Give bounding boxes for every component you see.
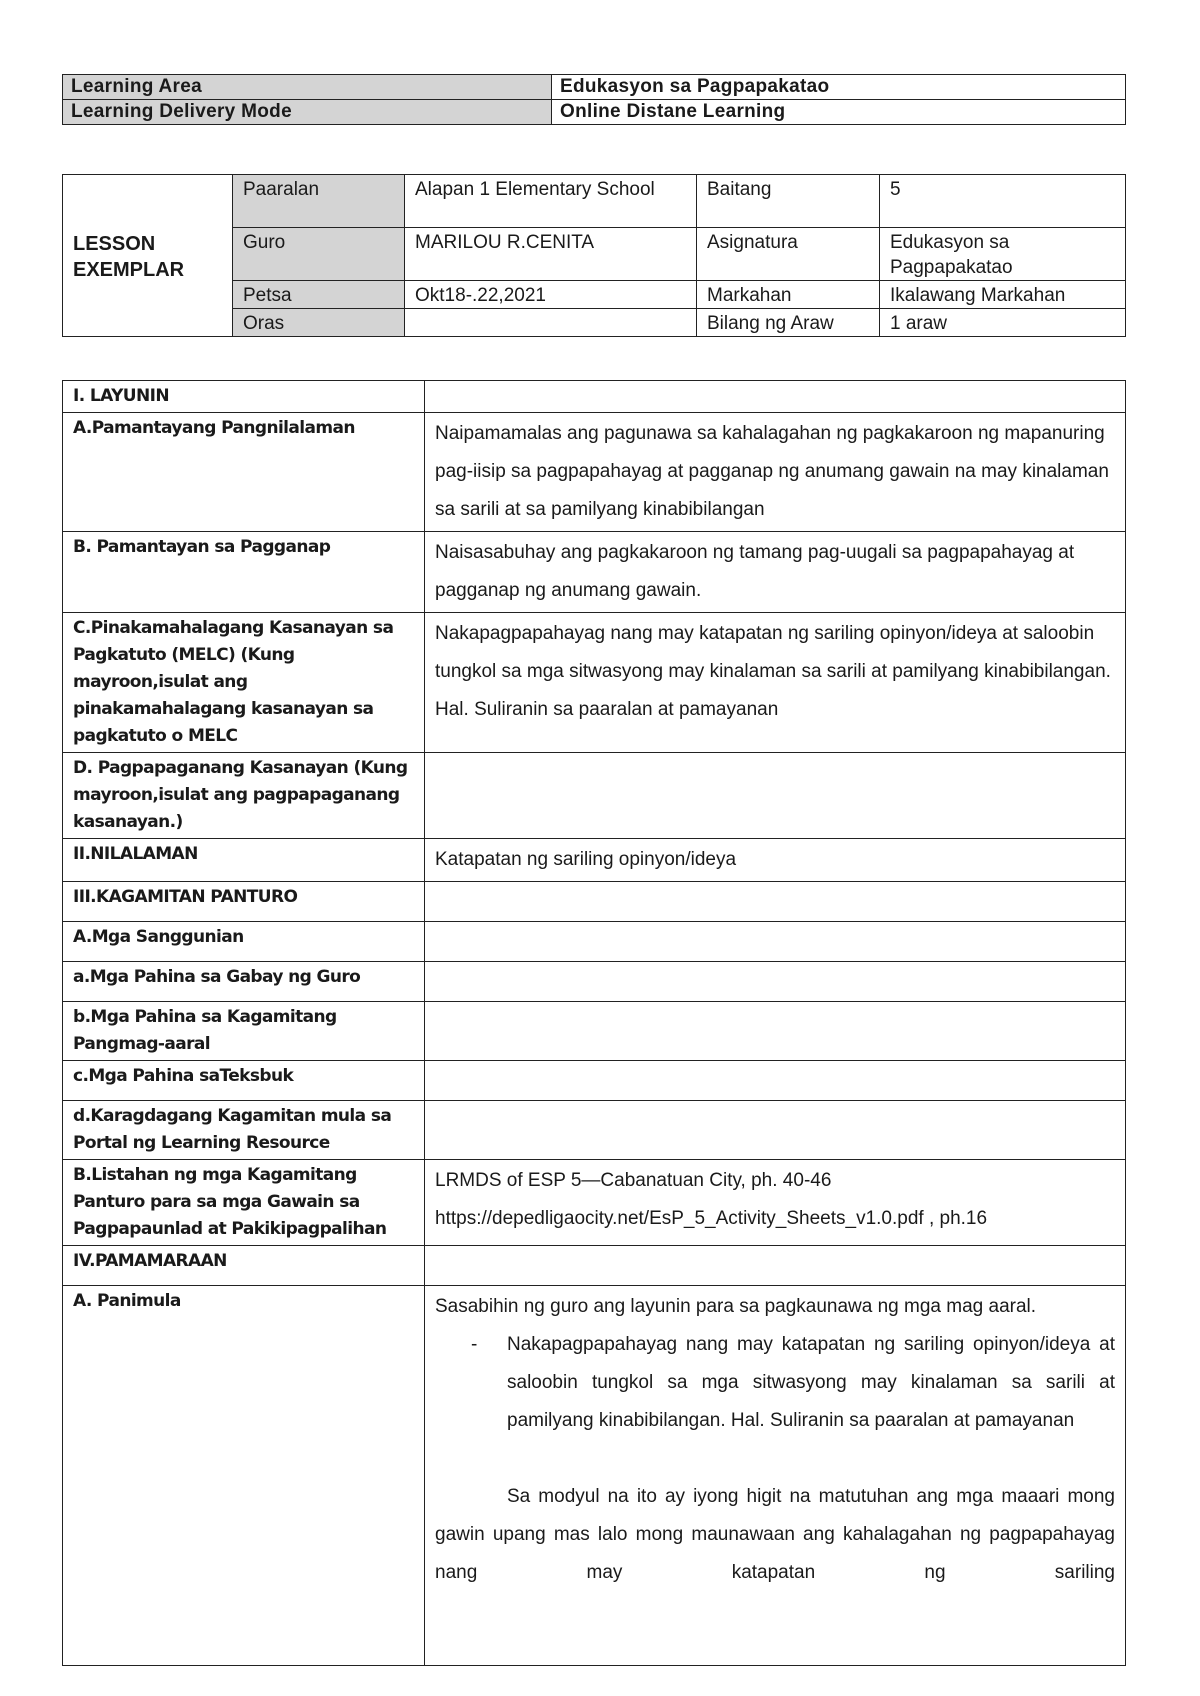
markahan-value: Ikalawang Markahan — [880, 281, 1126, 309]
lesson-exemplar-title — [63, 175, 233, 337]
learning-area-value: Edukasyon sa Pagpapakatao — [552, 75, 1126, 100]
petsa-value: Okt18-.22,2021 — [405, 281, 697, 309]
portal-label: d.Karagdagang Kagamitan mula sa Portal ng Learning Resource — [63, 1101, 425, 1160]
delivery-mode-value: Online Distane Learning — [552, 100, 1126, 125]
delivery-mode-label: Learning Delivery Mode — [63, 100, 552, 125]
sanggunian-label: A.Mga Sanggunian — [63, 922, 425, 962]
layunin-value — [425, 381, 1126, 413]
pagpapaganang-value — [425, 753, 1126, 839]
bilang-value: 1 araw — [880, 309, 1126, 337]
paaralan-label: Paaralan — [233, 175, 405, 228]
table-row — [63, 1101, 1126, 1160]
lesson-exemplar-title-text: LESSON EXEMPLAR — [73, 232, 185, 281]
oras-value — [405, 309, 697, 337]
pagpapaganang-label: D. Pagpapaganang Kasanayan (Kung mayroon,isulat ang pagpapaganang kasanayan.) — [63, 753, 425, 839]
sanggunian-value — [425, 922, 1126, 962]
table-row — [63, 532, 1126, 613]
listahan-label: B.Listahan ng mga Kagamitang Panturo para sa mga Gawain sa Pagpapaunlad at Pakikipagpalihan — [63, 1160, 425, 1246]
table-row — [63, 413, 1126, 532]
kagamitang-label: b.Mga Pahina sa Kagamitang Pangmag-aaral — [63, 1002, 425, 1061]
bullet-dash: - — [471, 1334, 478, 1355]
table-row — [63, 1286, 1126, 1666]
petsa-label: Petsa — [233, 281, 405, 309]
gabay-value — [425, 962, 1126, 1002]
panimula-intro: Sasabihin ng guro ang layunin para sa pagkaunawa ng mga mag aaral. — [435, 1296, 1037, 1317]
lesson-plan-table — [62, 380, 1126, 1666]
listahan-line-2: https://depedligaocity.net/EsP_5_Activity_Sheets_v1.0.pdf , ph.16 — [435, 1208, 988, 1229]
gabay-label: a.Mga Pahina sa Gabay ng Guro — [63, 962, 425, 1002]
guro-value: MARILOU R.CENITA — [405, 228, 697, 281]
baitang-label: Baitang — [697, 175, 880, 228]
kagamitan-label: III.KAGAMITAN PANTURO — [63, 882, 425, 922]
portal-value — [425, 1101, 1126, 1160]
header-table — [62, 74, 1126, 125]
table-row — [63, 839, 1126, 882]
table-row — [63, 1160, 1126, 1246]
layunin-label: I. LAYUNIN — [63, 381, 425, 413]
pamamaraan-label: IV.PAMAMARAAN — [63, 1246, 425, 1286]
table-row — [63, 753, 1126, 839]
panimula-value — [425, 1286, 1126, 1666]
table-row — [63, 962, 1126, 1002]
panimula-bullet-text: Nakapagpapahayag nang may katapatan ng sariling opinyon/ideya at saloobin tungkol sa mga sitwasyong may kinalaman sa sarili at pamilyang kinabibilangan. Hal. Suliranin sa paaralan at pamayanan — [507, 1334, 1115, 1431]
asignatura-label: Asignatura — [697, 228, 880, 281]
panimula-label: A. Panimula — [63, 1286, 425, 1666]
baitang-value: 5 — [880, 175, 1126, 228]
listahan-value — [425, 1160, 1126, 1246]
pamantayang-value: Naipamamalas ang pagunawa sa kahalagahan ng pagkakaroon ng mapanuring pag-iisip sa pagpapahayag at pagganap ng anumang gawain na may kinalaman sa sarili at sa pamilyang kinabibilangan — [425, 413, 1126, 532]
asignatura-value: Edukasyon sa Pagpapakatao — [880, 228, 1126, 281]
delivery-mode-row — [63, 100, 1126, 125]
table-row — [63, 613, 1126, 753]
melc-value: Nakapagpapahayag nang may katapatan ng sariling opinyon/ideya at saloobin tungkol sa mga sitwasyong may kinalaman sa sarili at pamilyang kinabibilangan. Hal. Suliranin sa paaralan at pamayanan — [425, 613, 1126, 753]
pagganap-value: Naisasabuhay ang pagkakaroon ng tamang pag-uugali sa pagpapahayag at pagganap ng anumang gawain. — [425, 532, 1126, 613]
kagamitan-value — [425, 882, 1126, 922]
melc-label: C.Pinakamahalagang Kasanayan sa Pagkatuto (MELC) (Kung mayroon,isulat ang pinakamahalagang kasanayan sa pagkatuto o MELC — [63, 613, 425, 753]
bilang-label: Bilang ng Araw — [697, 309, 880, 337]
table-row — [63, 1002, 1126, 1061]
pagganap-label: B. Pamantayan sa Pagganap — [63, 532, 425, 613]
table-row — [63, 381, 1126, 413]
spacer — [435, 1440, 1115, 1478]
nilalaman-value: Katapatan ng sariling opinyon/ideya — [425, 839, 1126, 882]
panimula-bullet-item — [435, 1326, 1115, 1440]
learning-area-row — [63, 75, 1126, 100]
teksbuk-value — [425, 1061, 1126, 1101]
pamamaraan-value — [425, 1246, 1126, 1286]
teksbuk-label: c.Mga Pahina saTeksbuk — [63, 1061, 425, 1101]
learning-area-label: Learning Area — [63, 75, 552, 100]
pamantayang-label: A.Pamantayang Pangnilalaman — [63, 413, 425, 532]
panimula-paragraph: Sa modyul na ito ay iyong higit na matutuhan ang mga maaari mong gawin upang mas lalo mong maunawaan ang kahalagahan ng pagpapahayag nang may katapatan ng sariling — [435, 1486, 1115, 1583]
kagamitang-value — [425, 1002, 1126, 1061]
oras-label: Oras — [233, 309, 405, 337]
lesson-exemplar-table — [62, 174, 1126, 337]
table-row — [63, 1246, 1126, 1286]
paaralan-value: Alapan 1 Elementary School — [405, 175, 697, 228]
table-row — [63, 882, 1126, 922]
nilalaman-label: II.NILALAMAN — [63, 839, 425, 882]
guro-label: Guro — [233, 228, 405, 281]
table-row — [63, 1061, 1126, 1101]
table-row — [63, 922, 1126, 962]
markahan-label: Markahan — [697, 281, 880, 309]
listahan-line-1: LRMDS of ESP 5—Cabanatuan City, ph. 40-46 — [435, 1170, 832, 1191]
